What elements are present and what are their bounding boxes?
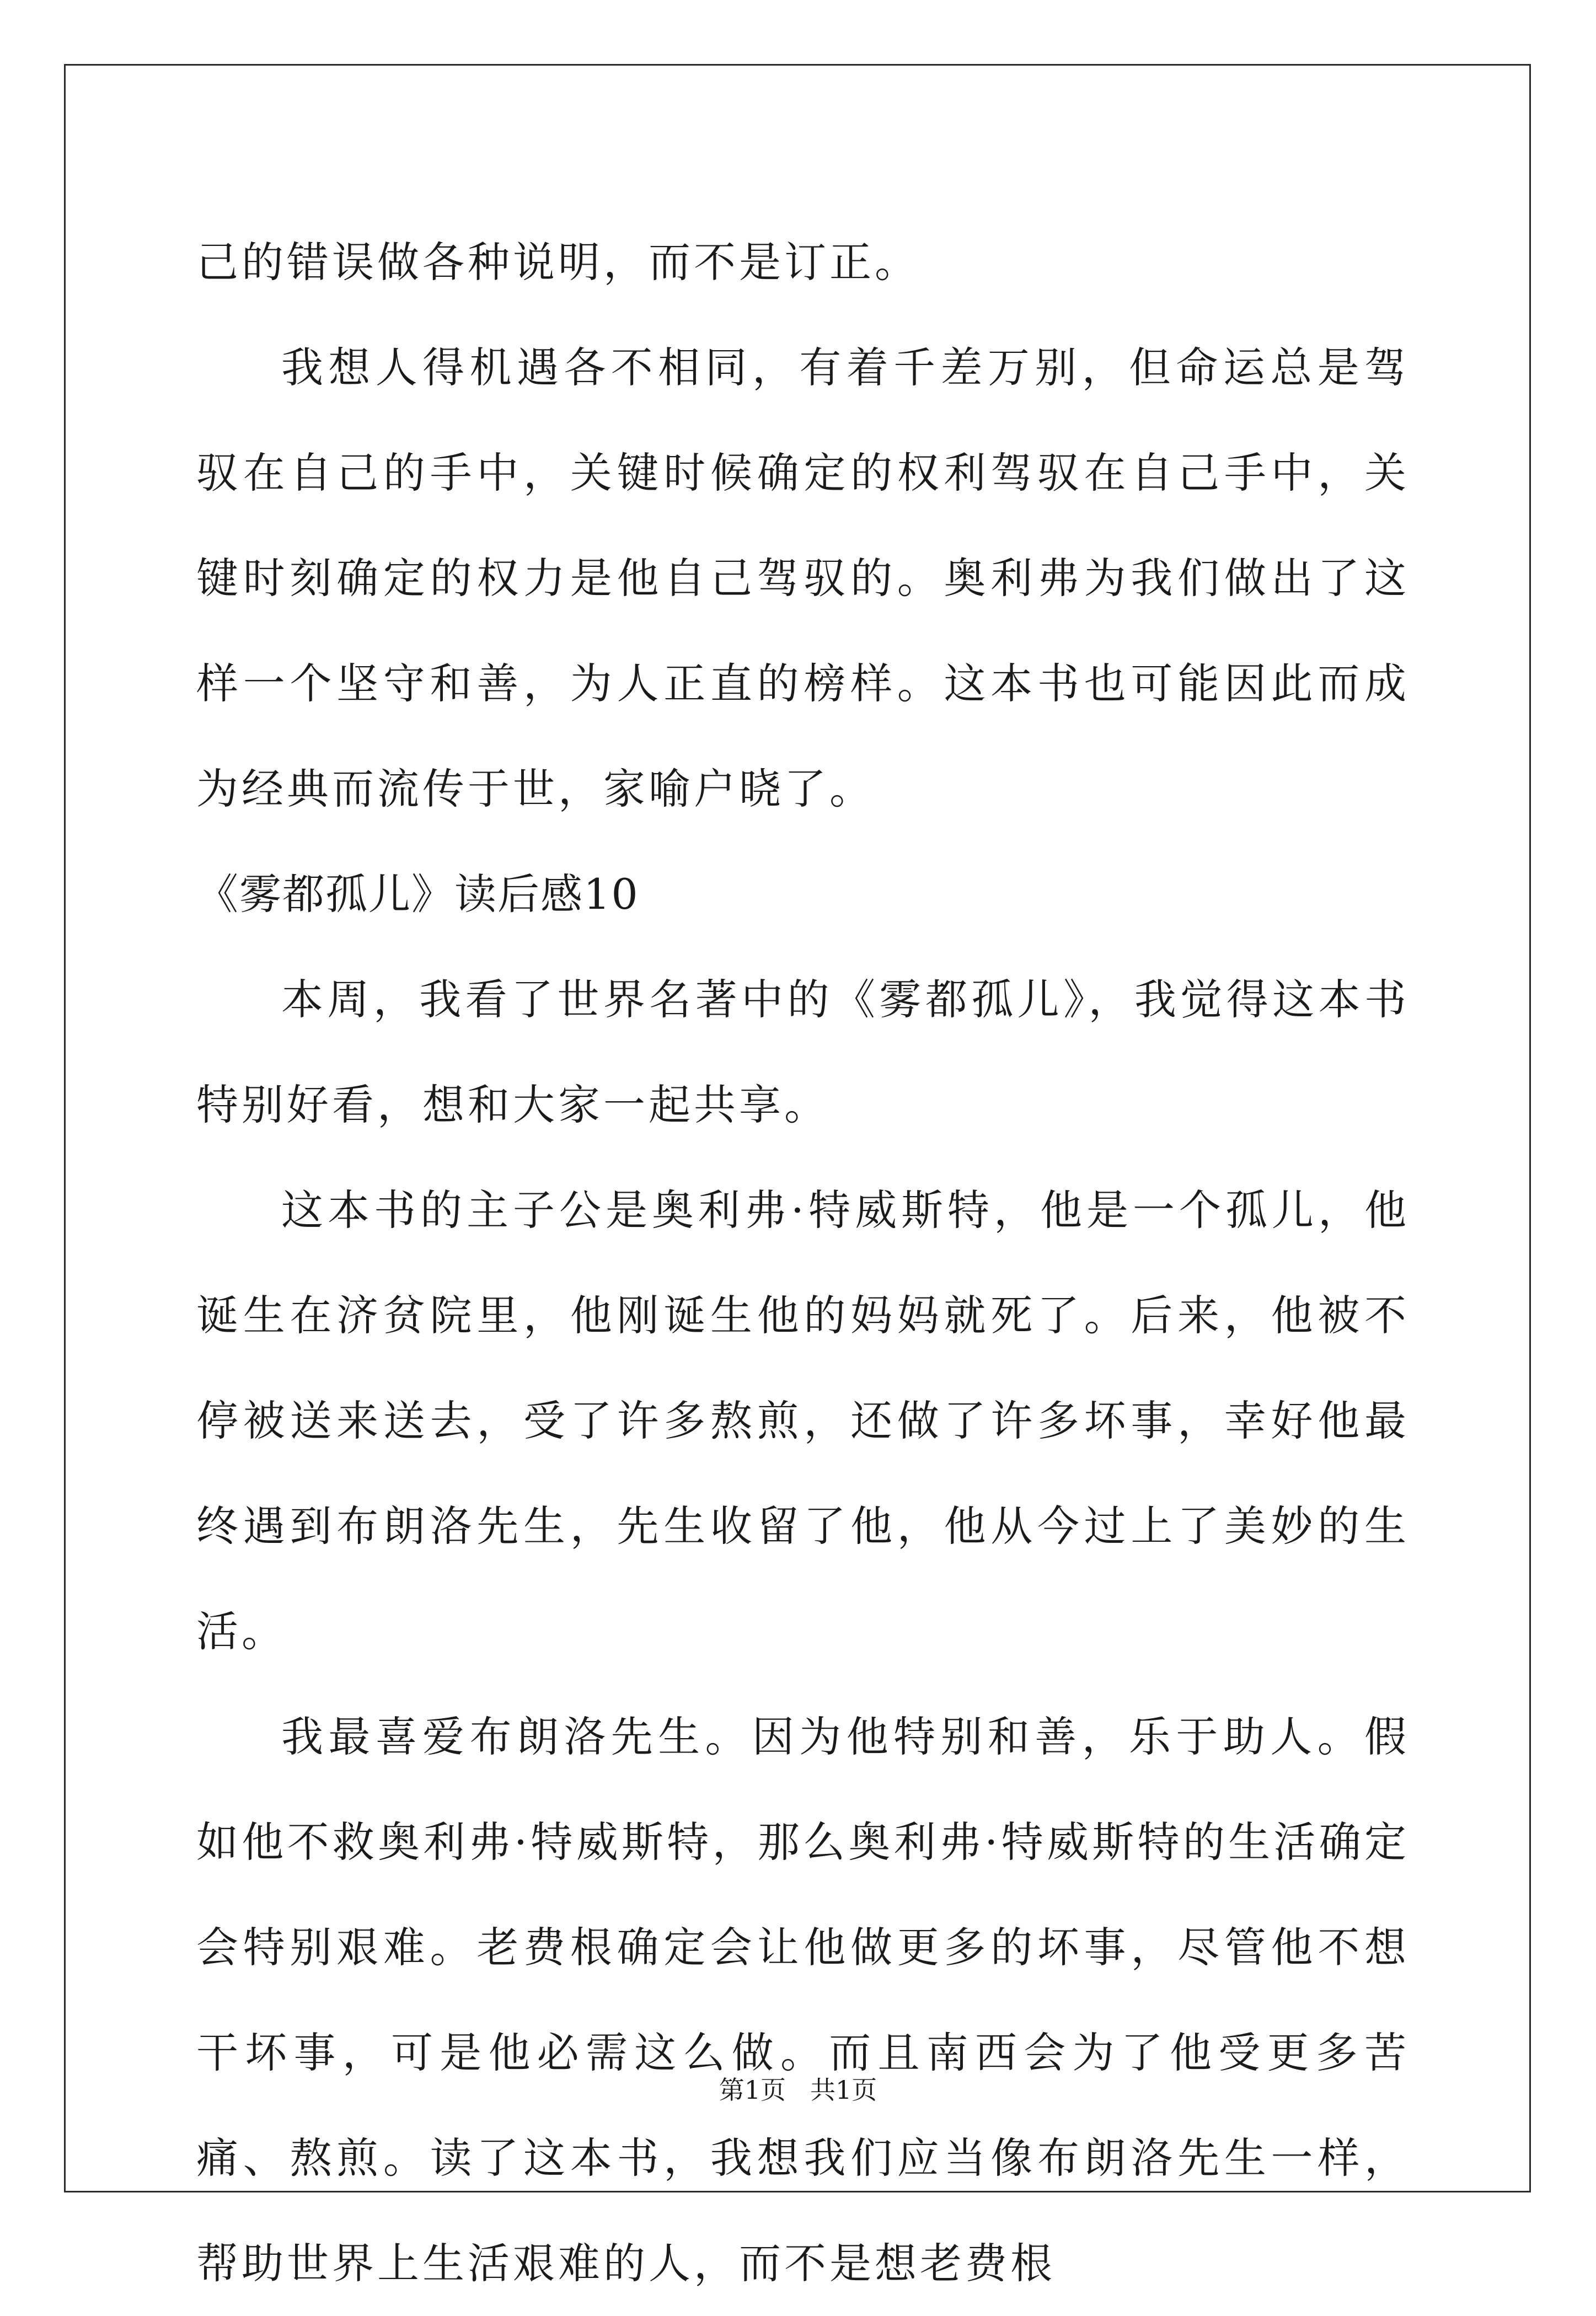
section-heading: 《雾都孤儿》读后感10 [196,870,639,919]
paragraph-5: 我最喜爱布朗洛先生。因为他特别和善，乐于助人。假如他不救奥利弗·特威斯特，那么奥利弗·特威斯特的生活确定会特别艰难。老费根确定会让他做更多的坏事，尽管他不想干坏事，可是他必需这么做。而且南西会为了他受更多苦痛、熬煎。读了这本书，我想我们应当像布朗洛先生一样，帮助世界上生活艰难的人，而不是想老费根 [196,1712,1410,2288]
paragraph-1: 己的错误做各种说明，而不是订正。 [196,238,920,287]
paragraph-3: 本周，我看了世界名著中的《雾都孤儿》，我觉得这本书特别好看，想和大家一起共享。 [196,975,1410,1129]
page-count: 共1页 [810,2075,877,2105]
page-footer [0,2073,1596,2106]
paragraph-2: 我想人得机遇各不相同，有着千差万别，但命运总是驾驭在自己的手中，关键时候确定的权利驾驭在自己手中，关键时刻确定的权力是他自己驾驭的。奥利弗为我们做出了这样一个坚守和善，为人正直的榜样。这本书也可能因此而成为经典而流传于世，家喻户晓了。 [196,343,1410,813]
document-body [196,210,1410,2316]
paragraph-4: 这本书的主子公是奥利弗·特威斯特，他是一个孤儿，他诞生在济贫院里，他刚诞生他的妈妈就死了。后来，他被不停被送来送去，受了许多熬煎，还做了许多坏事，幸好他最终遇到布朗洛先生，先生收留了他，他从今过上了美妙的生活。 [196,1186,1410,1656]
page-number: 第1页 [719,2075,786,2105]
